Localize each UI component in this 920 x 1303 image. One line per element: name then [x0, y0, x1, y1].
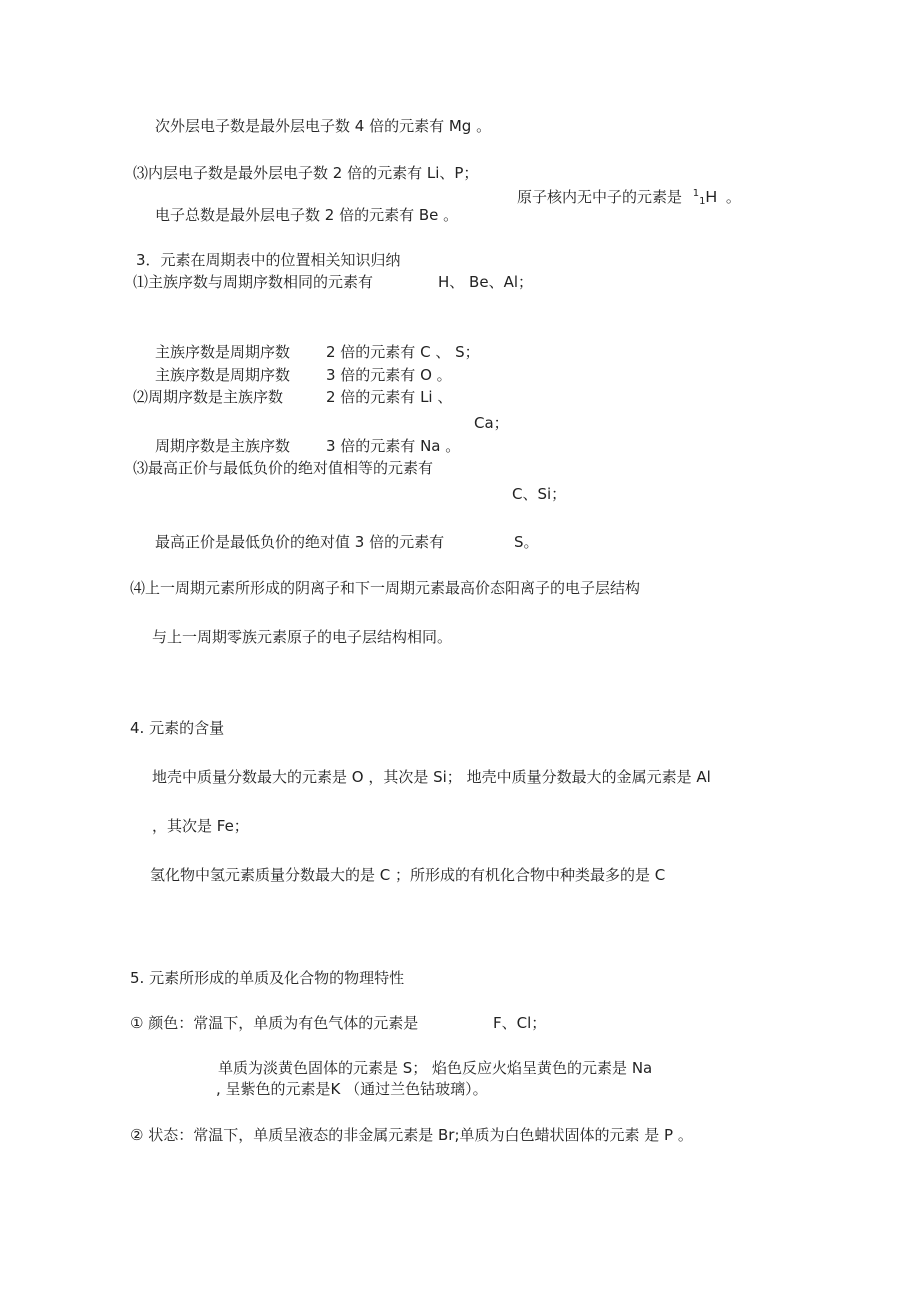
text-line: , 呈紫色的元素是K （通过兰色钴玻璃）。	[216, 1080, 488, 1098]
section-heading: 5. 元素所形成的单质及化合物的物理特性	[130, 969, 405, 987]
text-line: 与上一周期零族元素原子的电子层结构相同。	[152, 628, 453, 646]
text-line: C、Si；	[512, 485, 567, 503]
text-line: 主族序数是周期序数	[155, 343, 291, 361]
text-line: ⑶最高正价与最低负价的绝对值相等的元素有	[133, 459, 434, 477]
text-line: 主族序数是周期序数	[155, 366, 291, 384]
text-line: 周期序数是主族序数	[155, 437, 291, 455]
text-line: 次外层电子数是最外层电子数 4 倍的元素有 Mg 。	[155, 117, 492, 135]
text-line: ① 颜色：常温下，单质为有色气体的元素是	[130, 1014, 419, 1032]
text-line: 地壳中质量分数最大的元素是 O ，其次是 Si； 地壳中质量分数最大的金属元素是 Al	[152, 768, 711, 786]
section-heading: 3．元素在周期表中的位置相关知识归纳	[136, 251, 401, 269]
text-line: ⑵周期序数是主族序数	[133, 388, 284, 406]
text-line: ⑶内层电子数是最外层电子数 2 倍的元素有 Li、P；	[133, 164, 479, 182]
text-line: ⑴主族序数与周期序数相同的元素有	[133, 273, 374, 291]
text-segment: 原子核内无中子的元素是	[517, 188, 683, 206]
text-line: ② 状态：常温下，单质呈液态的非金属元素是 Br;单质为白色蜡状固体的元素 是 P 。	[130, 1126, 693, 1144]
text-line: ⑷上一周期元素所形成的阴离子和下一周期元素最高价态阳离子的电子层结构	[130, 579, 641, 597]
text-line: F、Cl；	[493, 1014, 547, 1032]
text-line: 2 倍的元素有 Li 、	[326, 388, 453, 406]
text-line: 单质为淡黄色固体的元素是 S； 焰色反应火焰呈黄色的元素是 Na	[218, 1059, 653, 1077]
isotope-mass-number: 1	[692, 188, 700, 199]
isotope-symbol	[693, 188, 717, 206]
text-line	[517, 184, 741, 212]
text-line: 氢化物中氢元素质量分数最大的是 C ；所形成的有机化合物中种类最多的是 C	[150, 866, 666, 884]
isotope-atomic-number: 1	[699, 196, 706, 207]
text-line: 3 倍的元素有 Na 。	[326, 437, 461, 455]
section-heading: 4. 元素的含量	[130, 719, 225, 737]
text-line: H、 Be、Al；	[438, 273, 533, 291]
text-line: S。	[514, 533, 539, 551]
text-segment: 。	[725, 188, 741, 206]
text-line: 最高正价是最低负价的绝对值 3 倍的元素有	[155, 533, 445, 551]
text-line: Ca；	[474, 414, 509, 432]
text-line: 2 倍的元素有 C 、 S；	[326, 343, 480, 361]
element-symbol: H	[705, 189, 718, 206]
text-line: ，其次是 Fe；	[152, 817, 249, 835]
text-line: 3 倍的元素有 O 。	[326, 366, 452, 384]
text-line: 电子总数是最外层电子数 2 倍的元素有 Be 。	[155, 206, 459, 224]
